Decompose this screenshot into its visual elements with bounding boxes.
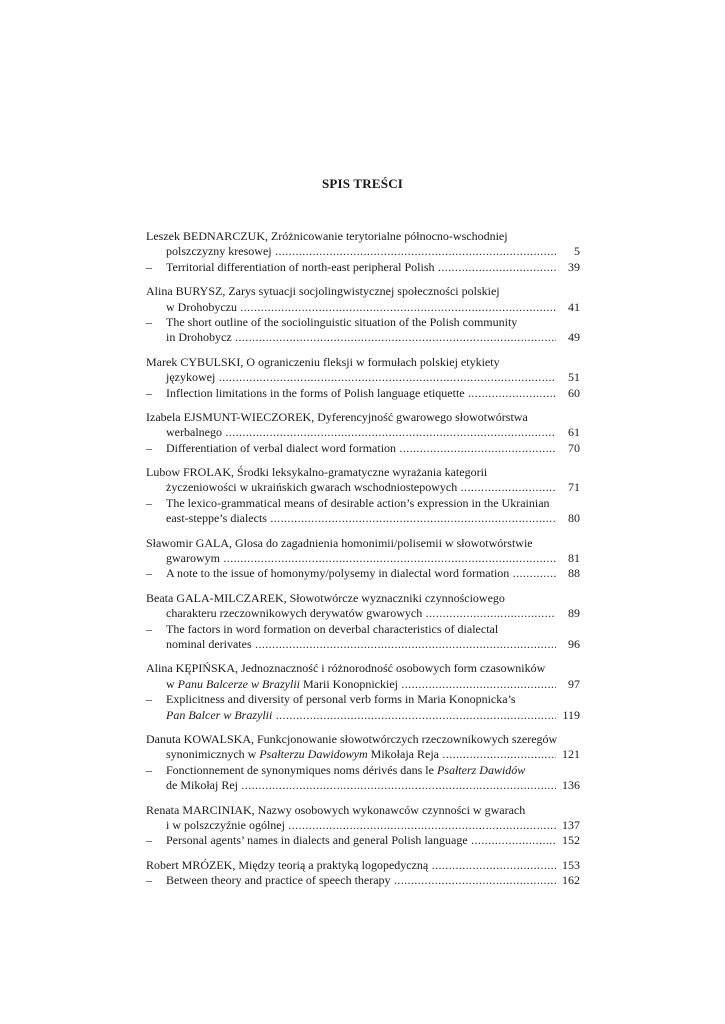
toc-entry (146, 858, 580, 889)
toc-line (146, 465, 580, 480)
toc-line (146, 747, 580, 762)
page-number: 81 (565, 551, 580, 566)
text-part: w Drohobyczu (166, 299, 237, 314)
text-part: Beata GALA-MILCZAREK, Słowotwórcze wyznaczniki czynnościowego (146, 590, 505, 605)
toc-line (146, 386, 580, 401)
page-number: 51 (565, 370, 580, 385)
toc-line (146, 536, 580, 551)
toc-entry (146, 591, 580, 653)
entry-text (146, 637, 556, 652)
entry-text (146, 284, 580, 299)
dash-marker: – (146, 495, 152, 510)
toc-line (146, 708, 580, 723)
entry-text (146, 778, 556, 793)
entry-text (146, 803, 580, 818)
text-part: Explicitness and diversity of personal verb forms in Maria Konopnicka’s (166, 692, 516, 707)
text-part: Leszek BEDNARCZUK, Zróżnicowanie terytorialne północno-wschodniej (146, 229, 508, 243)
text-part: Alina KĘPIŃSKA, Jednoznaczność i różnorodność osobowych form czasowników (146, 661, 546, 676)
text-part: synonimicznych w (166, 747, 260, 762)
text-part: Izabela EJSMUNT-WIECZOREK, Dyferencyjność gwarowego słowotwórstwa (146, 409, 528, 424)
toc-line (146, 677, 580, 692)
toc-line (146, 873, 580, 888)
entry-text (146, 873, 556, 888)
toc-line (146, 480, 580, 495)
italic-title: Pan Balcer w Brazylii (166, 707, 273, 722)
page-number: 137 (559, 818, 580, 833)
entry-text (146, 496, 580, 511)
text-part: polszczyzny kresowej (166, 244, 272, 259)
toc-line (146, 496, 580, 511)
toc-entry (146, 661, 580, 723)
text-part: Sławomir GALA, Glosa do zagadnienia homonimii/polisemii w słowotwórstwie (146, 535, 533, 550)
text-part: east-steppe’s dialects (166, 511, 267, 526)
entry-text (146, 425, 556, 440)
text-part: A note to the issue of homonymy/polysemy in dialectal word formation (166, 566, 510, 581)
entry-text (146, 833, 556, 848)
toc-line (146, 410, 580, 425)
entry-text (146, 732, 580, 747)
text-part: charakteru rzeczownikowych derywatów gwarowych (166, 606, 423, 621)
text-part: Lubow FROLAK, Środki leksykalno-gramatyczne wyrażania kategorii (146, 465, 488, 480)
toc-line (146, 284, 580, 299)
text-part: gwarowym (166, 551, 220, 566)
toc-line (146, 778, 580, 793)
text-part: życzeniowości w ukraińskich gwarach wschodniostepowych (166, 480, 458, 495)
toc-line (146, 858, 580, 873)
toc-entry (146, 229, 580, 275)
text-part: The factors in word formation on deverbal characteristics of dialectal (166, 621, 499, 636)
toc-entry (146, 803, 580, 849)
entry-text (146, 708, 556, 723)
page-number: 61 (565, 425, 580, 440)
entry-text (146, 330, 556, 345)
text-part: in Drohobycz (166, 330, 232, 345)
text-part: Danuta KOWALSKA, Funkcjonowanie słowotwórczych rzeczownikowych szeregów (146, 731, 558, 746)
page-number: 153 (559, 858, 580, 873)
toc-line (146, 591, 580, 606)
page-number: 89 (565, 606, 580, 621)
text-part: Marii Konopnickiej (300, 676, 398, 691)
page-number: 88 (565, 566, 580, 581)
page-number: 152 (559, 833, 580, 848)
text-part: Robert MRÓZEK, Między teorią a praktyką logopedyczną (146, 857, 429, 872)
page-number: 60 (565, 386, 580, 401)
toc-line (146, 763, 580, 778)
toc-entry (146, 410, 580, 456)
text-part: nominal derivates (166, 636, 252, 651)
toc-line (146, 425, 580, 440)
toc-line (146, 637, 580, 652)
toc-line (146, 511, 580, 526)
text-part: w (166, 676, 178, 691)
toc-entry (146, 355, 580, 401)
toc-line (146, 803, 580, 818)
entry-text (146, 480, 556, 495)
entry-text (146, 763, 580, 778)
dash-marker: – (146, 566, 152, 581)
dash-marker: – (146, 833, 152, 848)
entry-text (146, 441, 556, 456)
entry-text (146, 370, 556, 385)
dash-marker: – (146, 762, 152, 777)
text-part: Fonctionnement de synonymiques noms dérivés dans le (166, 762, 437, 777)
page-title: SPIS TREŚCI (321, 176, 404, 191)
dash-marker: – (146, 314, 152, 329)
entry-text (146, 244, 556, 259)
toc-line (146, 818, 580, 833)
entry-text (146, 229, 580, 244)
dash-marker: – (146, 440, 152, 455)
toc-line (146, 355, 580, 370)
page-number: 96 (565, 637, 580, 652)
dash-marker: – (146, 692, 152, 707)
toc-line (146, 370, 580, 385)
text-part: Inflection limitations in the forms of Polish language etiquette (166, 385, 465, 400)
toc-line (146, 692, 580, 707)
dash-marker: – (146, 873, 152, 888)
entry-text (146, 692, 580, 707)
page-number: 70 (565, 441, 580, 456)
page-number: 136 (559, 778, 580, 793)
text-part: Marek CYBULSKI, O ograniczeniu fleksji w formułach polskiej etykiety (146, 354, 500, 369)
entry-text (146, 386, 556, 401)
page-number: 80 (565, 511, 580, 526)
toc-line (146, 244, 580, 259)
text-part: Personal agents’ names in dialects and general Polish language (166, 833, 468, 848)
entry-text (146, 747, 556, 762)
text-part: Renata MARCINIAK, Nazwy osobowych wykonawców czynności w gwarach (146, 802, 526, 817)
entry-text (146, 622, 580, 637)
page-number: 71 (565, 480, 580, 495)
entry-text (146, 566, 556, 581)
page-number: 119 (559, 708, 580, 723)
dash-marker: – (146, 259, 152, 274)
entry-text (146, 591, 580, 606)
italic-title: Psałterzu Dawidowym (259, 747, 368, 762)
dash-marker: – (146, 621, 152, 636)
entry-text (146, 677, 556, 692)
entry-text (146, 858, 556, 873)
toc-line (146, 315, 580, 330)
entry-text (146, 355, 580, 370)
text-part: Mikołaja Reja (367, 747, 439, 762)
page-number: 49 (565, 330, 580, 345)
entry-text (146, 536, 580, 551)
entry-text (146, 465, 580, 480)
text-part: językowej (166, 370, 216, 385)
entry-text (146, 511, 556, 526)
text-part: Differentiation of verbal dialect word formation (166, 440, 397, 455)
toc-line (146, 732, 580, 747)
entry-text (146, 300, 556, 315)
entry-text (146, 410, 580, 425)
page-number: 5 (571, 244, 580, 259)
entry-text (146, 606, 556, 621)
toc-line (146, 551, 580, 566)
text-part: The short outline of the sociolinguistic situation of the Polish community (166, 314, 518, 329)
entry-text (146, 260, 556, 275)
text-part: i w polszczyźnie ogólnej (166, 817, 285, 832)
italic-title: Psałterz Dawidów (436, 762, 526, 777)
toc-line (146, 833, 580, 848)
toc-line (146, 622, 580, 637)
page-number: 121 (559, 747, 580, 762)
toc-line (146, 260, 580, 275)
toc-line (146, 300, 580, 315)
italic-title: Panu Balcerze w Brazylii (177, 676, 300, 691)
toc-line (146, 661, 580, 676)
text-part: Between theory and practice of speech therapy (166, 873, 391, 888)
page-number: 41 (565, 300, 580, 315)
toc-entry (146, 284, 580, 346)
toc-line (146, 330, 580, 345)
entry-text (146, 551, 556, 566)
entry-text (146, 818, 556, 833)
toc-line (146, 441, 580, 456)
page-number: 39 (565, 260, 580, 275)
toc-entry (146, 465, 580, 527)
text-part: de Mikołaj Rej (166, 778, 238, 793)
entry-text (146, 661, 580, 676)
page-number: 97 (565, 677, 580, 692)
table-of-contents (146, 229, 580, 897)
text-part: werbalnego (166, 425, 222, 440)
text-part: Alina BURYSZ, Zarys sytuacji socjolingwistycznej społeczności polskiej (146, 284, 500, 299)
entry-text (146, 315, 580, 330)
toc-line (146, 229, 580, 244)
toc-line (146, 566, 580, 581)
toc-entry (146, 732, 580, 794)
text-part: Territorial differentiation of north-east peripheral Polish (166, 259, 435, 274)
toc-entry (146, 536, 580, 582)
text-part: The lexico-grammatical means of desirable action’s expression in the Ukrainian (166, 495, 550, 510)
page-number: 162 (559, 873, 580, 888)
dash-marker: – (146, 385, 152, 400)
toc-line (146, 606, 580, 621)
